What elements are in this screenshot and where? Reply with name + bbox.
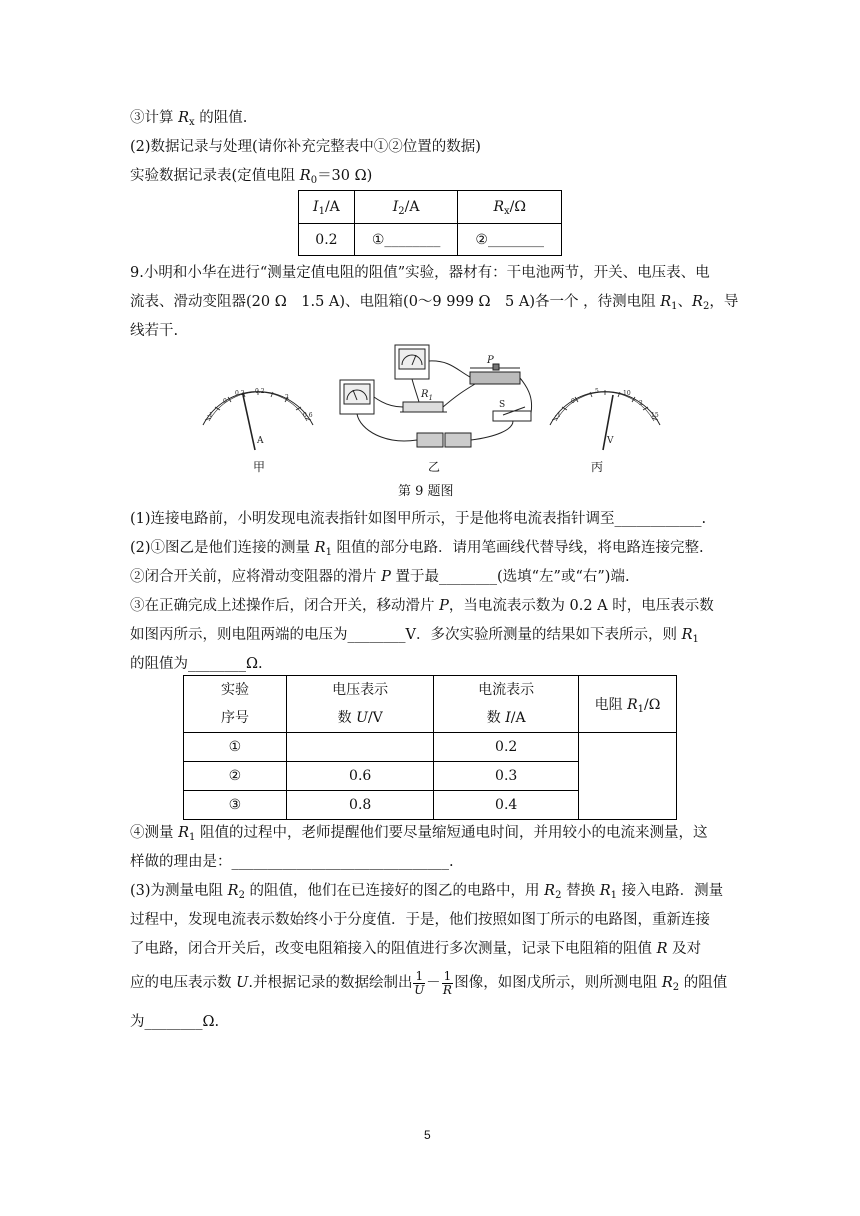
figure-caption: 第 9 题图 [398, 484, 454, 499]
table-cell: 0.6 [286, 762, 434, 791]
circuit-diagram [340, 345, 532, 447]
svg-text:-1: -1 [555, 412, 561, 419]
svg-text:2: 2 [285, 394, 289, 401]
svg-text:-1: -1 [207, 412, 213, 419]
q9-data-table [183, 675, 677, 820]
table-row [184, 733, 677, 762]
q9-part3-line2: 过程中，发现电流表示数始终小于分度值．于是，他们按照如图丁所示的电路图，重新连接 [130, 912, 710, 928]
svg-text:0: 0 [571, 398, 575, 405]
table-header: 电压表示 数 U/V [286, 676, 434, 733]
table-cell: 0.2 [434, 733, 579, 762]
q8-step3: ③计算 $R_x$ 的阻值. [130, 110, 248, 128]
svg-text:0.2: 0.2 [255, 388, 265, 395]
blank-cell-2[interactable]: ②________ [458, 224, 562, 256]
q9-part4-line1: ④测量 $R_1$ 阻值的过程中，老师提醒他们要尽量缩短通电时间，并用较小的电流来测量，这 [130, 825, 708, 843]
q9-part3-line5: 为________Ω. [130, 1014, 220, 1030]
table-cell [286, 733, 434, 762]
q9-part1: (1)连接电路前，小明发现电流表指针如图甲所示，于是他将电流表指针调至____________. [130, 511, 707, 527]
q8-part2: (2)数据记录与处理(请你补充完整表中①②位置的数据) [130, 139, 481, 155]
table-cell: 0.4 [434, 791, 579, 820]
voltmeter-letter: V [607, 436, 614, 446]
table-header: 实验 序号 [184, 676, 287, 733]
slider-letter: P [487, 355, 494, 366]
table-cell: 0.3 [434, 762, 579, 791]
q9-part3-line3: 了电路，闭合开关后，改变电阻箱接入的阻值进行多次测量，记录下电阻箱的阻值 R 及对 [130, 941, 702, 957]
q9-part2c-line1: ③在正确完成上述操作后，闭合开关，移动滑片 P，当电流表示数为 0.2 A 时，电压表示数 [130, 598, 714, 614]
table-cell: ① [184, 733, 287, 762]
q8-data-table [298, 190, 562, 256]
svg-text:0.2: 0.2 [235, 390, 245, 397]
svg-text:2: 2 [639, 400, 643, 407]
q9-intro-line3: 线若干. [130, 323, 179, 339]
svg-text:0.6: 0.6 [303, 412, 313, 419]
table-cell: ③ [184, 791, 287, 820]
q9-part3-line4: 应的电压表示数 U.并根据记录的数据绘制出 $\frac{1}{U}$ － $\frac{1}{R}$ 图像，如图戊所示，则所测电阻 $R_2$ 的阻值 [130, 968, 728, 997]
table-header: 电阻 $R_1/\Omega$ [578, 676, 676, 733]
fraction-1-over-r: $\frac{1}{R}$ [442, 968, 452, 997]
circuit-illustration [195, 335, 715, 480]
q9-intro-line2: 流表、滑动变阻器(20 Ω 1.5 A)、电阻箱(0～9 999 Ω 5 A)各一个 ，待测电阻 $R_1$、$R_2$，导 [130, 294, 739, 312]
svg-text:0: 0 [223, 398, 227, 405]
table-header: $I_2/A$ [354, 191, 458, 224]
table-cell: ② [184, 762, 287, 791]
switch-letter: S [499, 400, 506, 410]
blank-cell-1[interactable]: ①________ [354, 224, 458, 256]
table-header: $R_x/\Omega$ [458, 191, 562, 224]
table-header: $I_1/A$ [299, 191, 355, 224]
page-number: 5 [424, 1128, 431, 1142]
circuit-figure [195, 335, 715, 480]
q9-part2c-line2: 如图丙所示，则电阻两端的电压为________V．多次实验所测量的结果如下表所示，则 $R_1$ [130, 627, 699, 645]
q9-part2a: (2)①图乙是他们连接的测量 $R_1$ 阻值的部分电路．请用笔画线代替导线，将电路连接完整. [130, 540, 704, 558]
svg-text:5: 5 [595, 388, 599, 395]
label-jia: 甲 [253, 460, 266, 474]
q9-part2b: ②闭合开关前，应将滑动变阻器的滑片 P 置于最________(选填“左”或“右”)端. [130, 569, 630, 585]
svg-text:10: 10 [623, 390, 631, 397]
table-cell: 0.2 [299, 224, 355, 256]
svg-text:15: 15 [651, 412, 659, 419]
q9-part4-line2: 样做的理由是：______________________________. [130, 854, 454, 870]
q9-intro-line1: 9.小明和小华在进行“测量定值电阻的阻值”实验，器材有：干电池两节，开关、电压表、电 [130, 265, 710, 281]
fraction-1-over-u: $\frac{1}{U}$ [414, 968, 425, 997]
q9-part3-line1: (3)为测量电阻 $R_2$ 的阻值，他们在已连接好的图乙的电路中，用 $R_2$ 替换 $R_1$ 接入电路．测量 [130, 883, 724, 901]
table-cell: 0.8 [286, 791, 434, 820]
ammeter-letter: A [257, 436, 264, 446]
voltmeter-dial [550, 390, 660, 450]
q8-table-caption: 实验数据记录表(定值电阻 $R_0=30$ Ω) [130, 168, 373, 186]
resistance-cell [578, 733, 676, 820]
q9-part2c-line3: 的阻值为________Ω. [130, 656, 263, 672]
table-header: 电流表示 数 I/A [434, 676, 579, 733]
label-yi: 乙 [428, 460, 441, 474]
resistor-letter: $R_1$ [421, 389, 433, 402]
label-bing: 丙 [591, 460, 604, 474]
